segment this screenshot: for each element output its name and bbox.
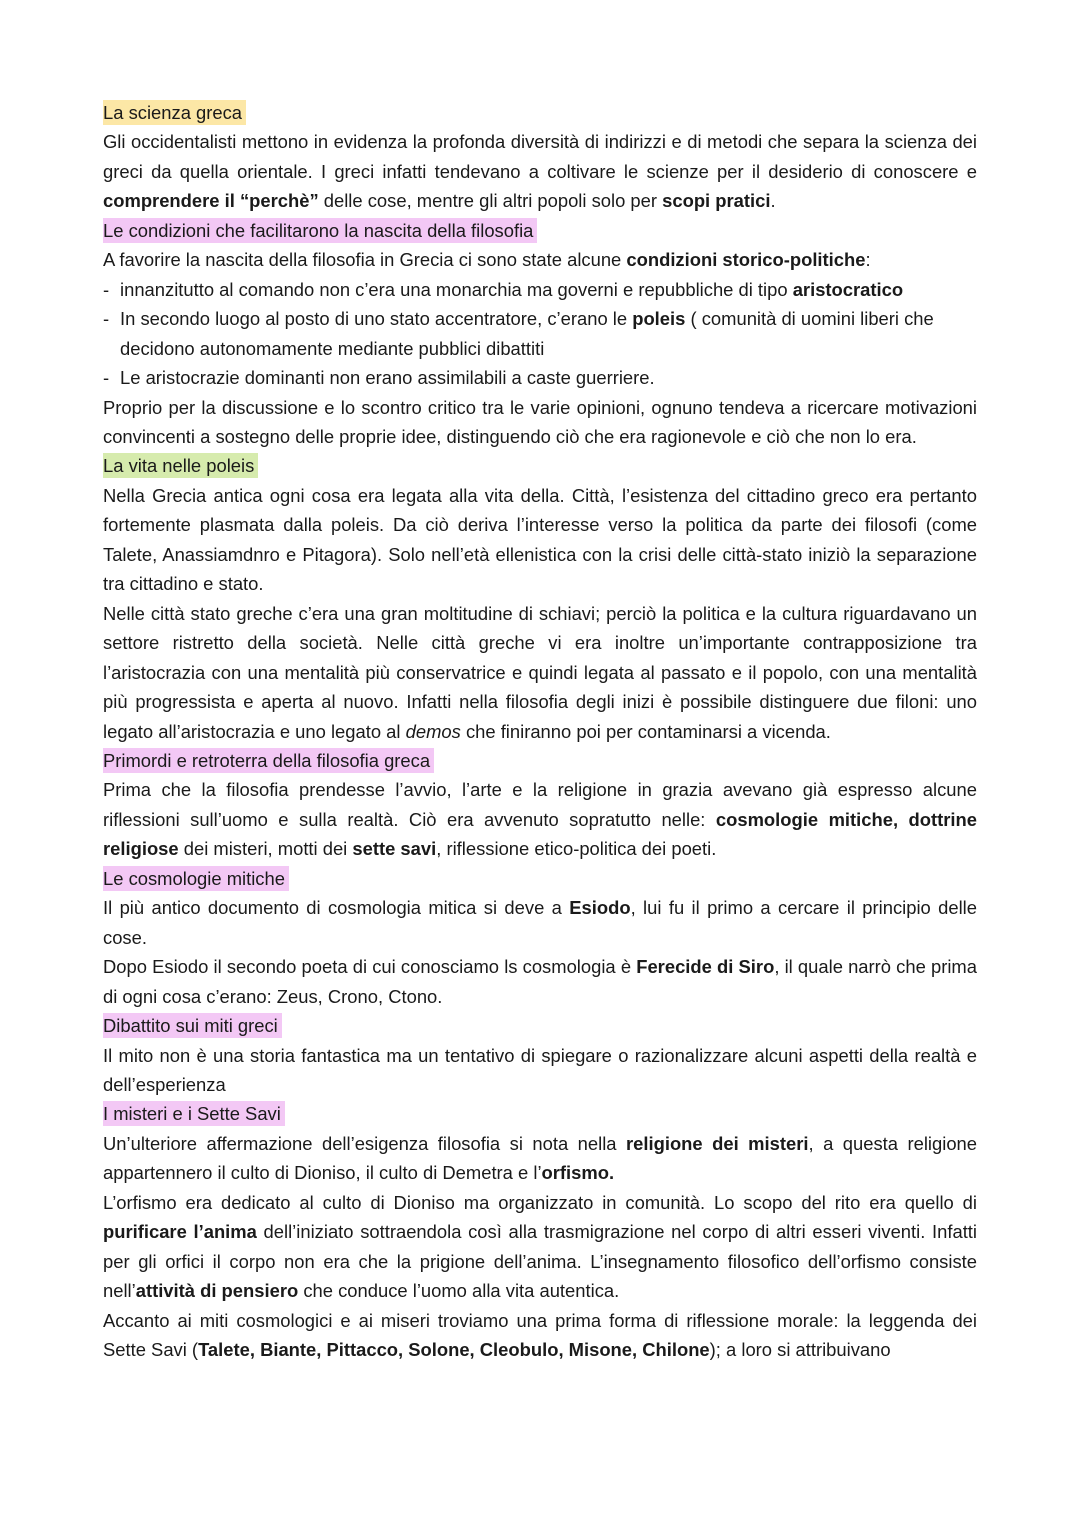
bold-text: purificare l’anima (103, 1221, 257, 1243)
text-run: Gli occidentalisti mettono in evidenza la profonda diversità di indirizzi e di metodi che separa la scienza dei greci da quella orientale. I greci infatti tendevano a coltivare le scienze per il desiderio di conoscere e (103, 131, 977, 182)
text-run: Proprio per la discussione e lo scontro critico tra le varie opinioni, ognuno tendeva a ricercare motivazioni convincenti a sostegno delle proprie idee, distinguendo ciò che era ragionevole e ciò che non lo era. (103, 396, 977, 447)
text-run: Il mito non è una storia fantastica ma un tentativo di spiegare o razionalizzare alcuni aspetti della realtà e dell’esperienza (103, 1044, 977, 1095)
text-run: ( comunità di uomini liberi che decidono autonomamente mediante pubblici dibattiti (120, 308, 934, 359)
text-run: che conduce l’uomo alla vita autentica. (298, 1280, 620, 1302)
italic-text: demos (405, 720, 461, 742)
paragraph (103, 245, 977, 274)
dash-bullet-icon: - (103, 308, 110, 330)
bold-text: Esiodo (569, 897, 631, 919)
bold-text: comprendere il “perchè” (103, 190, 319, 212)
text-run: L’orfismo era dedicato al culto di Dioniso ma organizzato in comunità. Lo scopo del rito era quello di (103, 1191, 977, 1213)
text-run: , lui fu il primo a cercare il principio delle cose. (103, 897, 977, 948)
section-heading (103, 1099, 977, 1128)
paragraph (103, 1306, 977, 1365)
section-heading (103, 216, 977, 245)
section-heading (103, 1011, 977, 1040)
text-run: , riflessione etico-politica dei poeti. (436, 838, 717, 860)
paragraph (103, 599, 977, 746)
paragraph (103, 1188, 977, 1306)
document-body (103, 98, 977, 1364)
bold-text: condizioni storico-politiche (626, 249, 866, 271)
text-run: , a questa religione appartennero il culto di Dioniso, il culto di Demetra e l’ (103, 1132, 977, 1184)
text-run: Le aristocrazie dominanti non erano assimilabili a caste guerriere. (120, 367, 655, 389)
bold-text: religione dei misteri (626, 1132, 809, 1154)
list-item (103, 275, 977, 304)
heading-text: Le cosmologie mitiche (103, 866, 289, 891)
bold-text: aristocratico (792, 278, 904, 300)
text-run: Il più antico documento di cosmologia mitica si deve a (103, 897, 570, 919)
heading-text: Dibattito sui miti greci (103, 1013, 282, 1038)
bold-text: scopi pratici (662, 190, 771, 212)
text-run: Dopo Esiodo il secondo poeta di cui conosciamo ls cosmologia è (103, 956, 637, 978)
text-run: ); a loro si attribuivano (709, 1339, 891, 1361)
text-run: Un’ulteriore affermazione dell’esigenza filosofia si nota nella (103, 1132, 626, 1154)
bullet-list (103, 275, 977, 393)
bold-text: Ferecide di Siro (636, 956, 775, 978)
paragraph (103, 127, 977, 215)
paragraph (103, 481, 977, 599)
text-run: che finiranno poi per contaminarsi a vicenda. (460, 720, 831, 742)
text-run: Nella Grecia antica ogni cosa era legata alla vita della. Città, l’esistenza del cittadino greco era pertanto fortemente plasmata dalla poleis. Da ciò deriva l’interesse verso la politica da parte dei filosofi (come Talete, Anassiamdnro e Pitagora). Solo nell’età ellenistica con la crisi delle città-stato iniziò la separazione tra cittadino e stato. (103, 484, 977, 595)
paragraph (103, 893, 977, 952)
text-run: , il quale narrò che prima di ogni cosa c’erano: Zeus, Crono, Ctono. (103, 956, 977, 1007)
text-run: dei misteri, motti dei (178, 838, 353, 860)
bold-text: orfismo. (541, 1162, 615, 1184)
dash-bullet-icon: - (103, 367, 110, 389)
list-item (103, 363, 977, 392)
paragraph (103, 775, 977, 863)
heading-text: I misteri e i Sette Savi (103, 1101, 285, 1126)
section-heading (103, 451, 977, 480)
text-run: . (770, 190, 776, 212)
bold-text: attività di pensiero (135, 1280, 299, 1302)
section-heading (103, 746, 977, 775)
text-run: Accanto ai miti cosmologici e ai miseri troviamo una prima forma di riflessione morale: la leggenda dei Sette Savi ( (103, 1309, 977, 1361)
text-run: : (865, 249, 871, 271)
paragraph (103, 393, 977, 452)
section-heading (103, 864, 977, 893)
heading-text: Primordi e retroterra della filosofia greca (103, 748, 434, 773)
bold-text: poleis (632, 308, 686, 330)
heading-text: La scienza greca (103, 100, 246, 125)
heading-text: Le condizioni che facilitarono la nascita della filosofia (103, 218, 537, 243)
paragraph (103, 1129, 977, 1188)
bold-text: cosmologie mitiche, dottrine religiose (103, 808, 977, 860)
text-run: delle cose, mentre gli altri popoli solo per (318, 190, 663, 212)
text-run: Nelle città stato greche c’era una gran moltitudine di schiavi; perciò la politica e la cultura riguardavano un settore ristretto della società. Nelle città greche vi era inoltre un’importante contrapposizione tra l’aristocrazia con una mentalità più conservatrice e quindi legata al passato e il popolo, con una mentalità più progressista e aperta al nuovo. Infatti nella filosofia degli inizi è possibile distinguere due filoni: uno legato all’aristocrazia e uno legato al (103, 602, 977, 742)
dash-bullet-icon: - (103, 278, 110, 300)
text-run: In secondo luogo al posto di uno stato accentratore, c’erano le (120, 308, 633, 330)
text-run: A favorire la nascita della filosofia in Grecia ci sono state alcune (103, 249, 627, 271)
heading-text: La vita nelle poleis (103, 453, 258, 478)
bold-text: sette savi (352, 838, 437, 860)
text-run: dell’iniziato sottraendola così alla trasmigrazione nel corpo di altri esseri viventi. Infatti per gli orfici il corpo non era che la prigione dell’anima. L’insegnamento filosofico dell’orfismo consiste nell’ (103, 1221, 977, 1302)
paragraph (103, 952, 977, 1011)
section-heading (103, 98, 977, 127)
paragraph (103, 1041, 977, 1100)
text-run: Prima che la filosofia prendesse l’avvio, l’arte e la religione in grazia avevano già espresso alcune riflessioni sull’uomo e sulla realtà. Ciò era avvenuto sopratutto nelle: (103, 779, 977, 830)
bold-text: Talete, Biante, Pittacco, Solone, Cleobulo, Misone, Chilone (198, 1339, 710, 1361)
text-run: innanzitutto al comando non c’era una monarchia ma governi e repubbliche di tipo (120, 278, 793, 300)
list-item (103, 304, 977, 363)
